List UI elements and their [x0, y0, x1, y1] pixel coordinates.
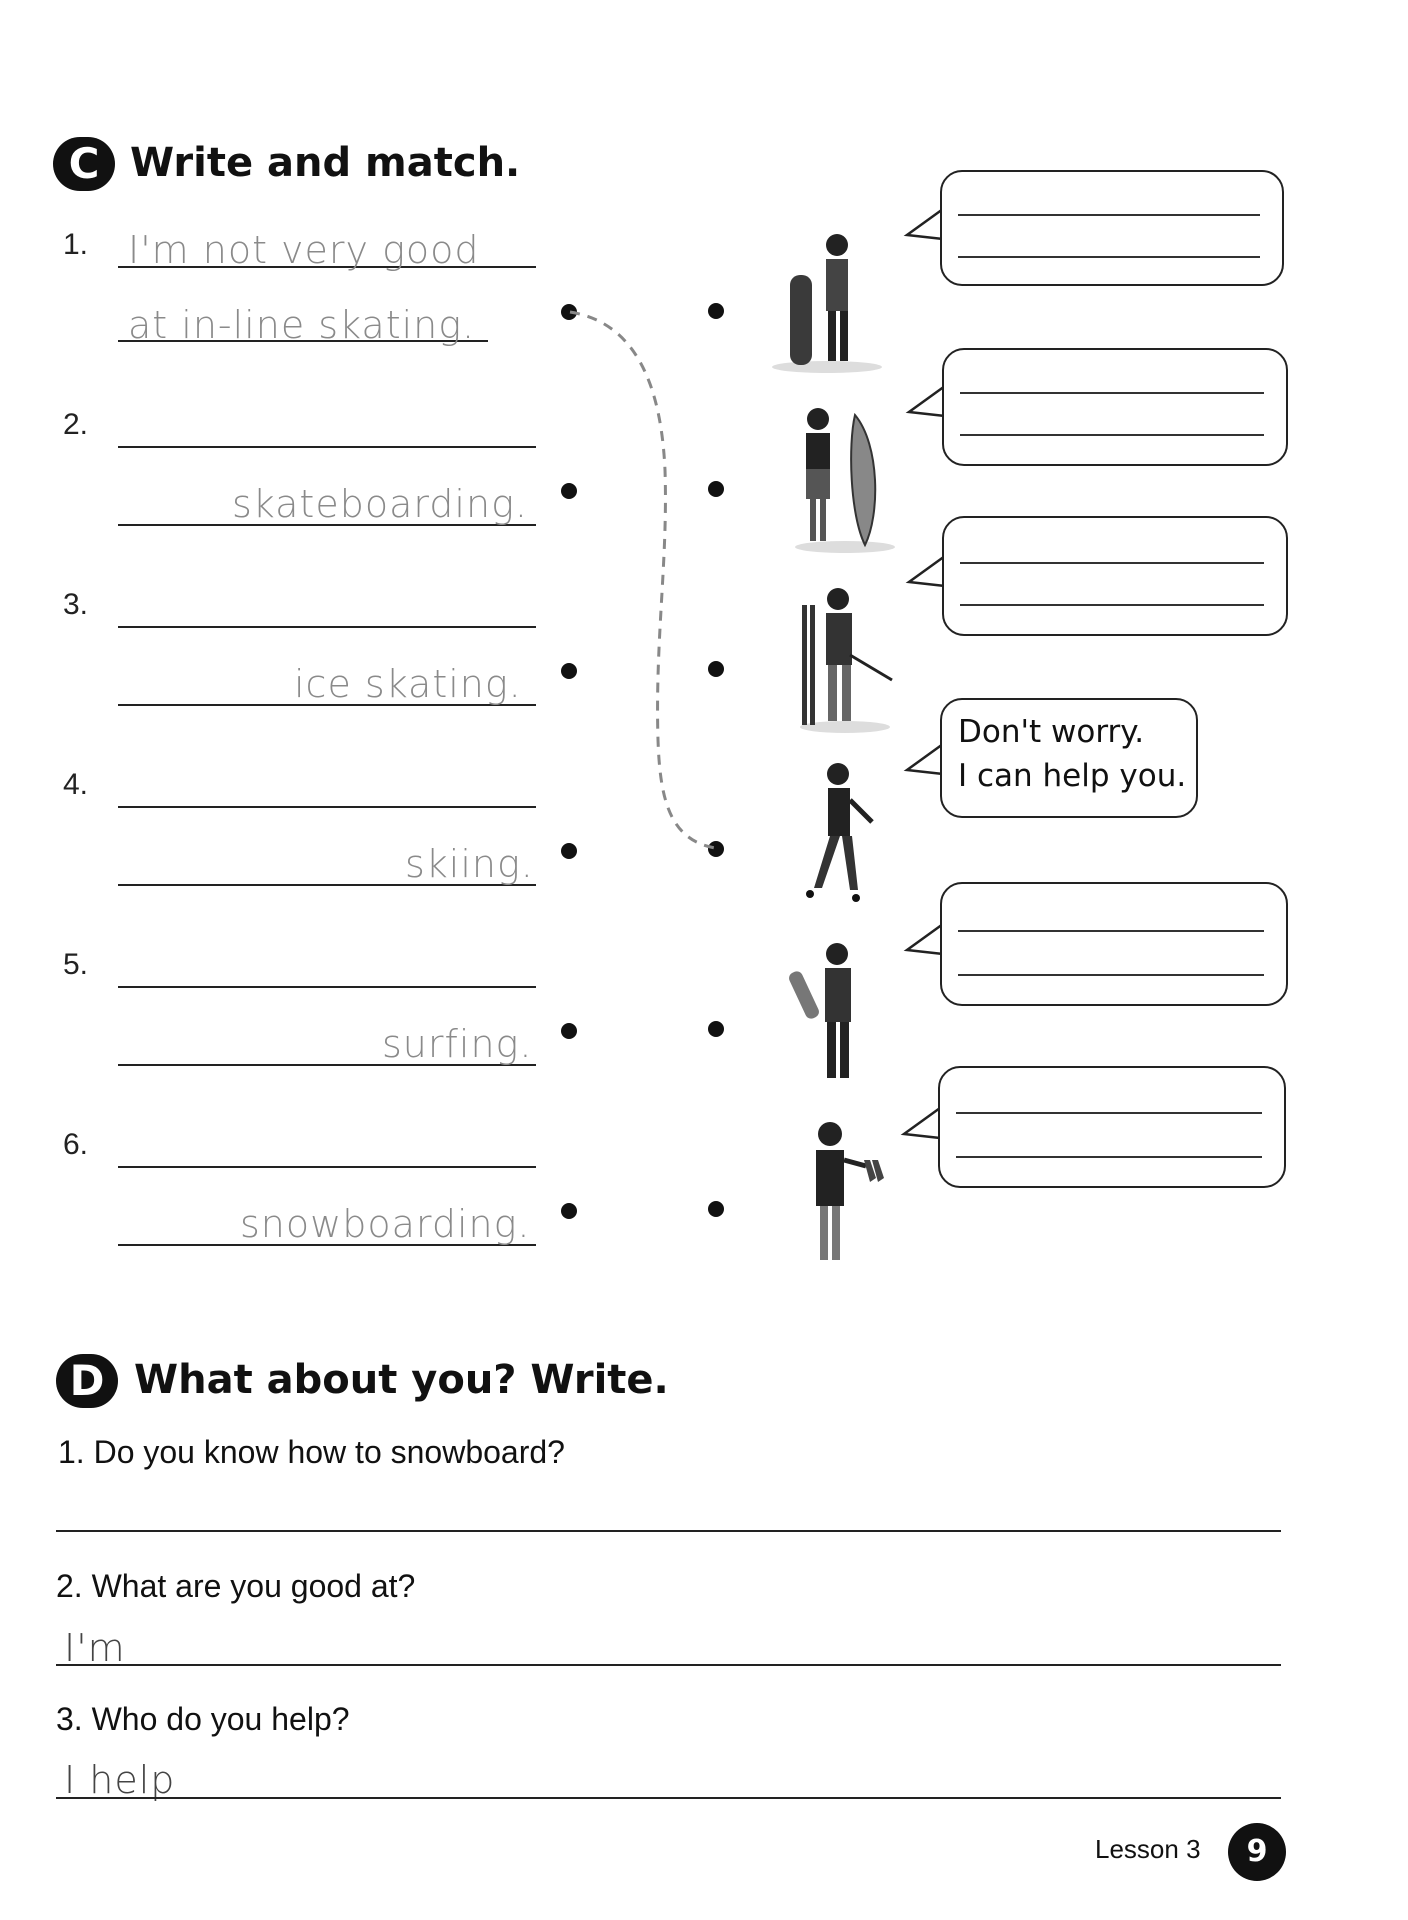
page-number: 9 [1228, 1823, 1286, 1881]
section-c-title: Write and match. [130, 140, 521, 186]
bubble-text-line-1: Don't worry. [958, 714, 1145, 750]
match-dot-left-5[interactable] [561, 1023, 577, 1039]
item-number: 2. [63, 408, 89, 441]
bubble-write-line[interactable] [958, 974, 1264, 976]
write-line[interactable] [118, 446, 536, 448]
write-line[interactable] [118, 806, 536, 808]
skateboarder-figure-icon [785, 940, 895, 1100]
item-number: 6. [63, 1128, 89, 1161]
write-line[interactable] [118, 1166, 536, 1168]
example-match-line [560, 300, 730, 860]
bubble-write-line[interactable] [958, 256, 1260, 258]
bubble-write-line[interactable] [960, 434, 1264, 436]
write-line[interactable] [118, 986, 536, 988]
bubble-write-line[interactable] [960, 604, 1264, 606]
item-number: 5. [63, 948, 89, 981]
section-d-title: What about you? Write. [134, 1357, 669, 1403]
answer-starter: I help [64, 1758, 176, 1802]
item-number: 4. [63, 768, 89, 801]
snowboarder-figure-icon [762, 225, 892, 375]
traced-text: ice skating. [294, 662, 522, 706]
bubble-write-line[interactable] [958, 214, 1260, 216]
traced-text: at in-line skating. [128, 303, 476, 347]
bubble-write-line[interactable] [960, 562, 1264, 564]
lesson-label: Lesson 3 [1095, 1834, 1201, 1864]
bubble-write-line[interactable] [956, 1156, 1262, 1158]
write-line[interactable] [118, 626, 536, 628]
inline-skater-figure-icon [790, 760, 900, 910]
section-d-badge: D [56, 1354, 118, 1408]
bubble-write-line[interactable] [956, 1112, 1262, 1114]
answer-line[interactable] [56, 1664, 1281, 1666]
traced-text: surfing. [382, 1022, 533, 1066]
traced-text: skateboarding. [232, 482, 528, 526]
ice-skater-figure-icon [790, 1120, 900, 1280]
answer-line[interactable] [56, 1797, 1281, 1799]
answer-line[interactable] [56, 1530, 1281, 1532]
traced-text: I'm not very good [128, 228, 480, 272]
question-text: 2. What are you good at? [56, 1568, 416, 1604]
surfer-figure-icon [790, 405, 900, 555]
bubble-write-line[interactable] [960, 392, 1264, 394]
bubble-text-line-2: I can help you. [958, 758, 1187, 794]
question-text: 1. Do you know how to snowboard? [58, 1434, 565, 1470]
skier-figure-icon [790, 585, 900, 735]
section-c-badge: C [53, 137, 115, 191]
match-dot-right-5[interactable] [708, 1021, 724, 1037]
traced-text: snowboarding. [240, 1202, 531, 1246]
item-number: 1. [63, 228, 89, 261]
match-dot-left-6[interactable] [561, 1203, 577, 1219]
match-dot-right-6[interactable] [708, 1201, 724, 1217]
answer-starter: I'm [64, 1626, 126, 1670]
traced-text: skiing. [405, 842, 534, 886]
item-number: 3. [63, 588, 89, 621]
bubble-write-line[interactable] [958, 930, 1264, 932]
question-text: 3. Who do you help? [56, 1701, 350, 1737]
